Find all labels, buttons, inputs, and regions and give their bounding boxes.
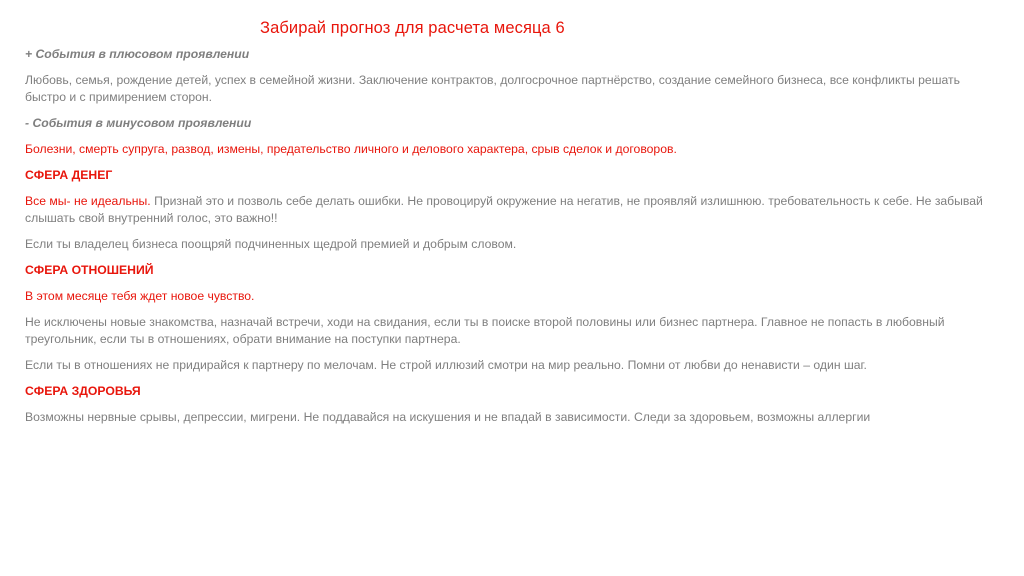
relations-text: Не исключены новые знакомства, назначай встречи, ходи на свидания, если ты в поиске второй половины или бизнес партнера. Главное не попасть в любовный треугольник, если ты в отношениях, обрати внимание на поступки партнера. bbox=[25, 315, 945, 346]
money-text: Признай это и позволь себе делать ошибки. Не провоцируй окружение на негатив, не проявляй излишнюю. требовательность к себе. Не забывай слышать свой внутренний голос, это важно!! bbox=[25, 194, 983, 225]
relations-text-2: Если ты в отношениях не придирайся к партнеру по мелочам. Не строй иллюзий смотри на мир реально. Помни от любви до ненависти – один шаг. bbox=[25, 358, 867, 372]
minus-heading: - События в минусовом проявлении bbox=[25, 116, 252, 130]
plus-heading: + События в плюсовом проявлении bbox=[25, 47, 250, 61]
minus-text: Болезни, смерть супруга, развод, измены, предательство личного и делового характера, срыв сделок и договоров. bbox=[25, 142, 677, 156]
money-text-2: Если ты владелец бизнеса поощряй подчиненных щедрой премией и добрым словом. bbox=[25, 237, 517, 251]
money-heading: СФЕРА ДЕНЕГ bbox=[25, 168, 113, 182]
health-heading: СФЕРА ЗДОРОВЬЯ bbox=[25, 384, 141, 398]
relations-heading: СФЕРА ОТНОШЕНИЙ bbox=[25, 263, 154, 277]
plus-text: Любовь, семья, рождение детей, успех в семейной жизни. Заключение контрактов, долгосрочное партнёрство, создание семейного бизнеса, все конфликты решать быстро и с примирением сторон. bbox=[25, 73, 960, 104]
slide-title: Забирай прогноз для расчета месяца 6 bbox=[260, 19, 565, 37]
money-paragraph bbox=[25, 193, 1000, 227]
money-lead: Все мы- не идеальны. bbox=[25, 194, 151, 208]
health-text: Возможны нервные срывы, депрессии, мигрени. Не поддавайся на искушения и не впадай в зависимости. Следи за здоровьем, возможны аллергии bbox=[25, 410, 871, 424]
slide-content bbox=[25, 46, 1000, 435]
relations-lead: В этом месяце тебя ждет новое чувство. bbox=[25, 289, 255, 303]
